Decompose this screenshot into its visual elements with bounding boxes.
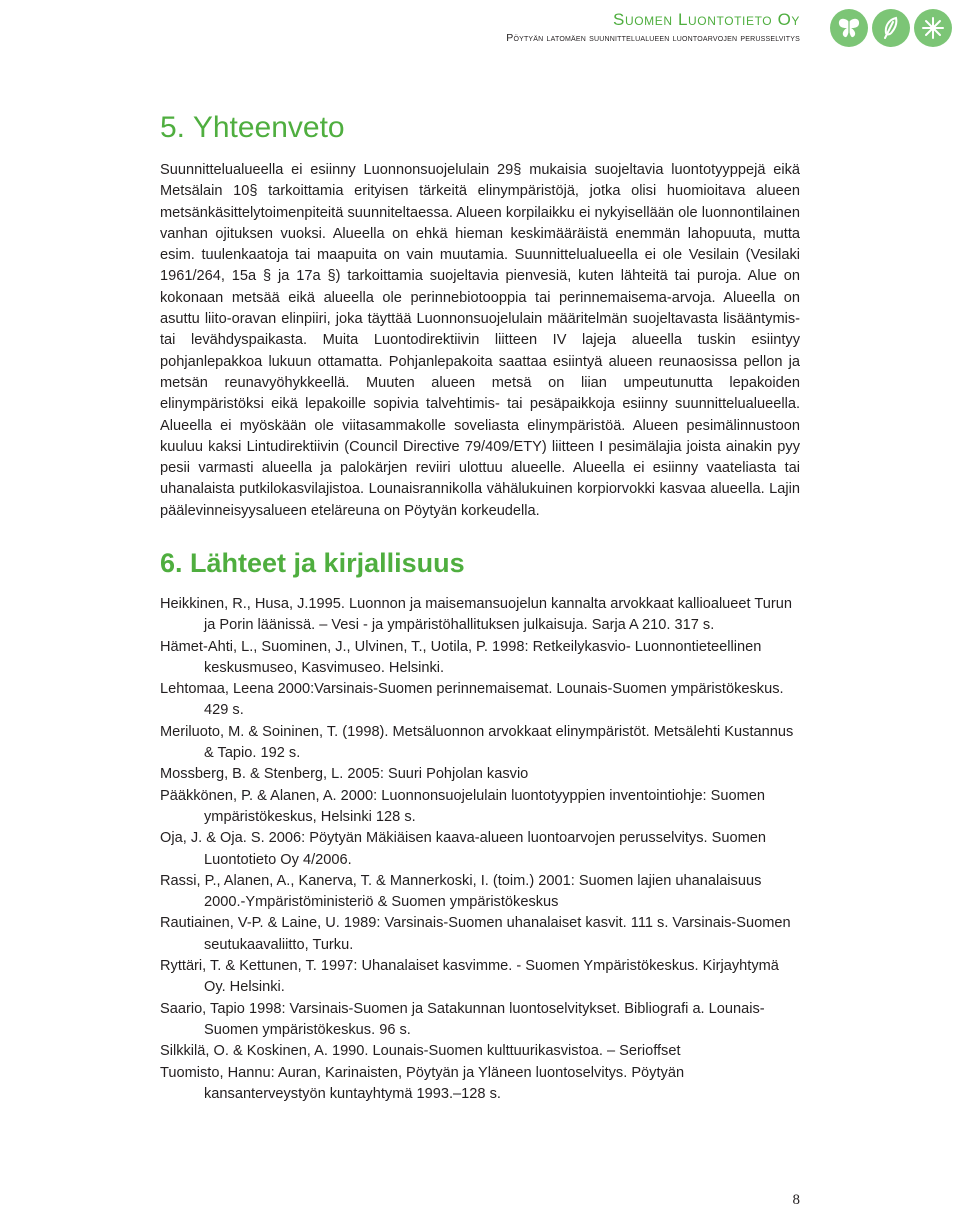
reference-item: Silkkilä, O. & Koskinen, A. 1990. Lounais-Suomen kulttuurikasvistoa. – Serioffset	[160, 1043, 681, 1060]
reference-item: Saario, Tapio 1998: Varsinais-Suomen ja Satakunnan luontoselvitykset. Bibliografi a. Lounais-Suomen ympäristökeskus. 96 s.	[160, 1000, 765, 1038]
reference-item: Oja, J. & Oja. S. 2006: Pöytyän Mäkiäisen kaava-alueen luontoarvojen perusselvitys. Suomen Luontotieto Oy 4/2006.	[160, 830, 766, 868]
reference-list	[160, 594, 800, 1105]
section-heading-references: 6. Lähteet ja kirjallisuus	[160, 548, 465, 578]
reference-item: Tuomisto, Hannu: Auran, Karinaisten, Pöytyän ja Yläneen luontoselvitys. Pöytyän kansanterveystyön kuntayhtymä 1993.–128 s.	[160, 1064, 685, 1102]
main-content	[160, 108, 800, 1102]
company-name: Suomen Luontotieto Oy	[613, 10, 800, 29]
summary-paragraph: Suunnittelualueella ei esiinny Luonnonsuojelulain 29§ mukaisia suojeltavia luontotyyppejä eikä Metsälain 10§ tarkoittamia erityisen tärkeitä elinympäristöjä, jotka olisi huomioitava alueen metsänkäsittelytoimenpiteitä suunniteltaessa. Alueen korpilaikku ei nykyisellään ole luonnontilainen vanhan ojituksen vuoksi. Alueella on ehkä hieman keskimääräistä enemmän lahopuuta, mutta esim. tuulenkaatoja tai maapuita on vain muutamia. Suunnittelualueella ei ole Vesilain (Vesilaki 1961/264, 15a § ja 17a §) tarkoittamia suojeltavia pienvesiä, kuten lähteitä tai puroja. Alue on kokonaan metsää eikä alueella ole perinnebiotooppia tai perinnemaisema-arvoja. Alueella on asuttu liito-oravan elinpiiri, joka täyttää Luonnonsuojelulain määritelmän suojeltavasta lisääntymis- tai levähdyspaikasta. Muita Luontodirektiivin liitteen IV lajeja alueella tuskin esiintyy pohjanlepakkoa lukuun ottamatta. Pohjanlepakoita saattaa esiintyä alueen reunaosissa pellon ja metsän reunavyöhykkeellä. Muuten alueen metsä on liian umpeutunutta lepakoiden elinympäristöksi eikä lepakoille sopivia talvehtimis- tai pesäpaikkoja esiinny suunnittelualueella. Alueella ei myöskään ole viitasammakolle soveliasta elinympäristöä. Alueen pesimälinnustoon kuuluu kaksi Lintudirektiivin (Council Directive 79/409/ETY) liitteen I pesimälajia joista ainakin pyy pesii varmasti alueella ja palokärjen reviiri ulottuu alueelle. Alueella ei esiinny vaateliasta tai uhanalaista putkilokasvilajistoa. Lounaisrannikolla vähälukuinen korpiorvokki kasvaa alueella. Lajin päälevinneisyysalueen eteläreuna on Pöytyän korkeudella.	[160, 162, 800, 519]
reference-item: Pääkkönen, P. & Alanen, A. 2000: Luonnonsuojelulain luontotyyppien inventointiohje: Suomen ympäristökeskus, Helsinki 128 s.	[160, 787, 766, 825]
reference-item: Rautiainen, V-P. & Laine, U. 1989: Varsinais-Suomen uhanalaiset kasvit. 111 s. Varsinais-Suomen seutukaavaliitto, Turku.	[160, 915, 791, 953]
running-header	[506, 10, 800, 45]
reference-item: Mossberg, B. & Stenberg, L. 2005: Suuri Pohjolan kasvio	[160, 766, 529, 783]
logo-group	[830, 9, 952, 47]
sparkle-icon	[914, 9, 952, 47]
reference-item: Lehtomaa, Leena 2000:Varsinais-Suomen perinnemaisemat. Lounais-Suomen ympäristökeskus. 429 s.	[160, 681, 784, 719]
reference-item: Rassi, P., Alanen, A., Kanerva, T. & Mannerkoski, I. (toim.) 2001: Suomen lajien uhanalaisuus 2000.-Ympäristöministeriö & Suomen ympäristökeskus	[160, 872, 762, 911]
reference-item: Hämet-Ahti, L., Suominen, J., Ulvinen, T., Uotila, P. 1998: Retkeilykasvio- Luonnontieteellinen keskusmuseo, Kasvimuseo. Helsinki.	[160, 638, 762, 676]
reference-item: Heikkinen, R., Husa, J.1995. Luonnon ja maisemansuojelun kannalta arvokkaat kallioalueet Turun ja Porin läänissä. – Vesi - ja ympäristöhallituksen julkaisuja. Sarja A 210. 317 s.	[160, 596, 792, 634]
section-heading-summary: 5. Yhteenveto	[160, 111, 345, 144]
reference-item: Meriluoto, M. & Soininen, T. (1998). Metsäluonnon arvokkaat elinympäristöt. Metsälehti Kustannus & Tapio. 192 s.	[160, 723, 794, 762]
page-number: 8	[792, 1192, 800, 1208]
document-subtitle: Pöytyän latomäen suunnittelualueen luontoarvojen perusselvitys	[506, 32, 800, 44]
leaf-icon	[872, 9, 910, 47]
butterfly-icon	[830, 9, 868, 47]
reference-item: Ryttäri, T. & Kettunen, T. 1997: Uhanalaiset kasvimme. - Suomen Ympäristökeskus. Kirjayhtymä Oy. Helsinki.	[160, 958, 779, 996]
